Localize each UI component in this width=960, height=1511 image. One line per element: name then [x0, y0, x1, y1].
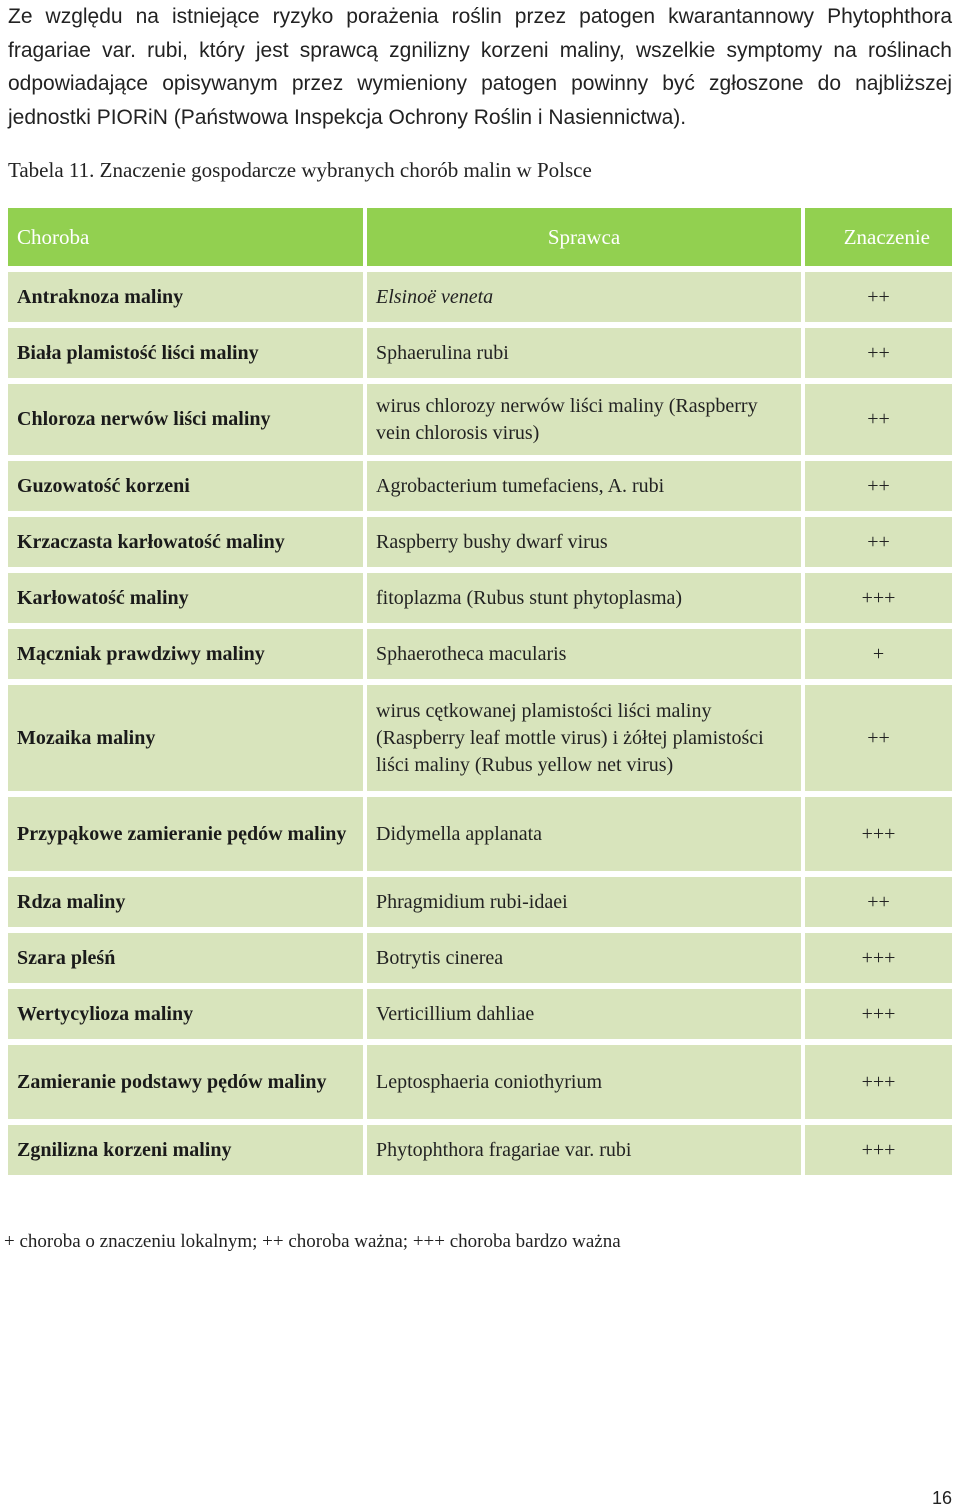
disease-rank: +++ — [805, 1125, 952, 1175]
table-row — [8, 1125, 952, 1175]
table-row — [8, 685, 952, 791]
table-row — [8, 272, 952, 322]
disease-name: Krzaczasta karłowatość maliny — [8, 517, 363, 567]
disease-name: Chloroza nerwów liści maliny — [8, 384, 363, 455]
disease-name: Zgnilizna korzeni maliny — [8, 1125, 363, 1175]
disease-rank: ++ — [805, 272, 952, 322]
disease-agent: Agrobacterium tumefaciens, A. rubi — [367, 461, 801, 511]
disease-rank: +++ — [805, 989, 952, 1039]
disease-rank: +++ — [805, 797, 952, 871]
page-number: 16 — [931, 1488, 952, 1508]
table-row — [8, 933, 952, 983]
table-row — [8, 629, 952, 679]
disease-rank: ++ — [805, 877, 952, 927]
table-row — [8, 517, 952, 567]
disease-rank: ++ — [805, 517, 952, 567]
disease-agent: Sphaerulina rubi — [367, 328, 801, 378]
disease-rank: +++ — [805, 1045, 952, 1119]
table-footnote: + choroba o znaczeniu lokalnym; ++ choroba ważna; +++ choroba bardzo ważna — [4, 1231, 621, 1252]
table-row — [8, 1045, 952, 1119]
table-row — [8, 877, 952, 927]
disease-rank: +++ — [805, 573, 952, 623]
disease-rank: ++ — [805, 685, 952, 791]
disease-name: Wertycylioza maliny — [8, 989, 363, 1039]
disease-rank: +++ — [805, 933, 952, 983]
table-row — [8, 328, 952, 378]
table-row — [8, 989, 952, 1039]
table-row — [8, 384, 952, 455]
disease-name: Szara pleśń — [8, 933, 363, 983]
table-row — [8, 573, 952, 623]
disease-agent: Didymella applanata — [367, 797, 801, 871]
disease-agent: Raspberry bushy dwarf virus — [367, 517, 801, 567]
disease-rank: ++ — [805, 384, 952, 455]
disease-agent: Botrytis cinerea — [367, 933, 801, 983]
table-row — [8, 461, 952, 511]
disease-agent: Sphaerotheca macularis — [367, 629, 801, 679]
disease-agent: fitoplazma (Rubus stunt phytoplasma) — [367, 573, 801, 623]
disease-name: Antraknoza maliny — [8, 272, 363, 322]
table-row — [8, 797, 952, 871]
disease-rank: ++ — [805, 328, 952, 378]
disease-agent: Elsinoë veneta — [367, 272, 801, 322]
disease-rank: ++ — [805, 461, 952, 511]
disease-agent: Phytophthora fragariae var. rubi — [367, 1125, 801, 1175]
disease-name: Przypąkowe zamieranie pędów maliny — [8, 797, 363, 871]
disease-name: Guzowatość korzeni — [8, 461, 363, 511]
disease-agent: wirus cętkowanej plamistości liści maliny (Raspberry leaf mottle virus) i żółtej plamistości liści maliny (Rubus yellow net virus) — [367, 685, 801, 791]
header-znaczenie: Znaczenie — [805, 208, 952, 266]
table-header-row — [8, 208, 952, 266]
disease-name: Mączniak prawdziwy maliny — [8, 629, 363, 679]
disease-rank: + — [805, 629, 952, 679]
disease-name: Zamieranie podstawy pędów maliny — [8, 1045, 363, 1119]
disease-name: Rdza maliny — [8, 877, 363, 927]
disease-name: Biała plamistość liści maliny — [8, 328, 363, 378]
diseases-table — [4, 202, 956, 1181]
disease-agent: wirus chlorozy nerwów liści maliny (Raspberry vein chlorosis virus) — [367, 384, 801, 455]
disease-agent: Phragmidium rubi-idaei — [367, 877, 801, 927]
header-sprawca: Sprawca — [367, 208, 801, 266]
intro-paragraph: Ze względu na istniejące ryzyko porażenia roślin przez patogen kwarantannowy Phytophthora fragariae var. rubi, który jest sprawcą zgnilizny korzeni maliny, wszelkie symptomy na roślinach odpowiadające opisywanym przez wymieniony patogen powinny być zgłoszone do najbliższej jednostki PIORiN (Państwowa Inspekcja Ochrony Roślin i Nasiennictwa). — [8, 5, 952, 129]
disease-name: Karłowatość maliny — [8, 573, 363, 623]
disease-agent: Leptosphaeria coniothyrium — [367, 1045, 801, 1119]
table-caption: Tabela 11. Znaczenie gospodarcze wybranych chorób malin w Polsce — [8, 158, 592, 182]
header-choroba: Choroba — [8, 208, 363, 266]
disease-agent: Verticillium dahliae — [367, 989, 801, 1039]
disease-name: Mozaika maliny — [8, 685, 363, 791]
